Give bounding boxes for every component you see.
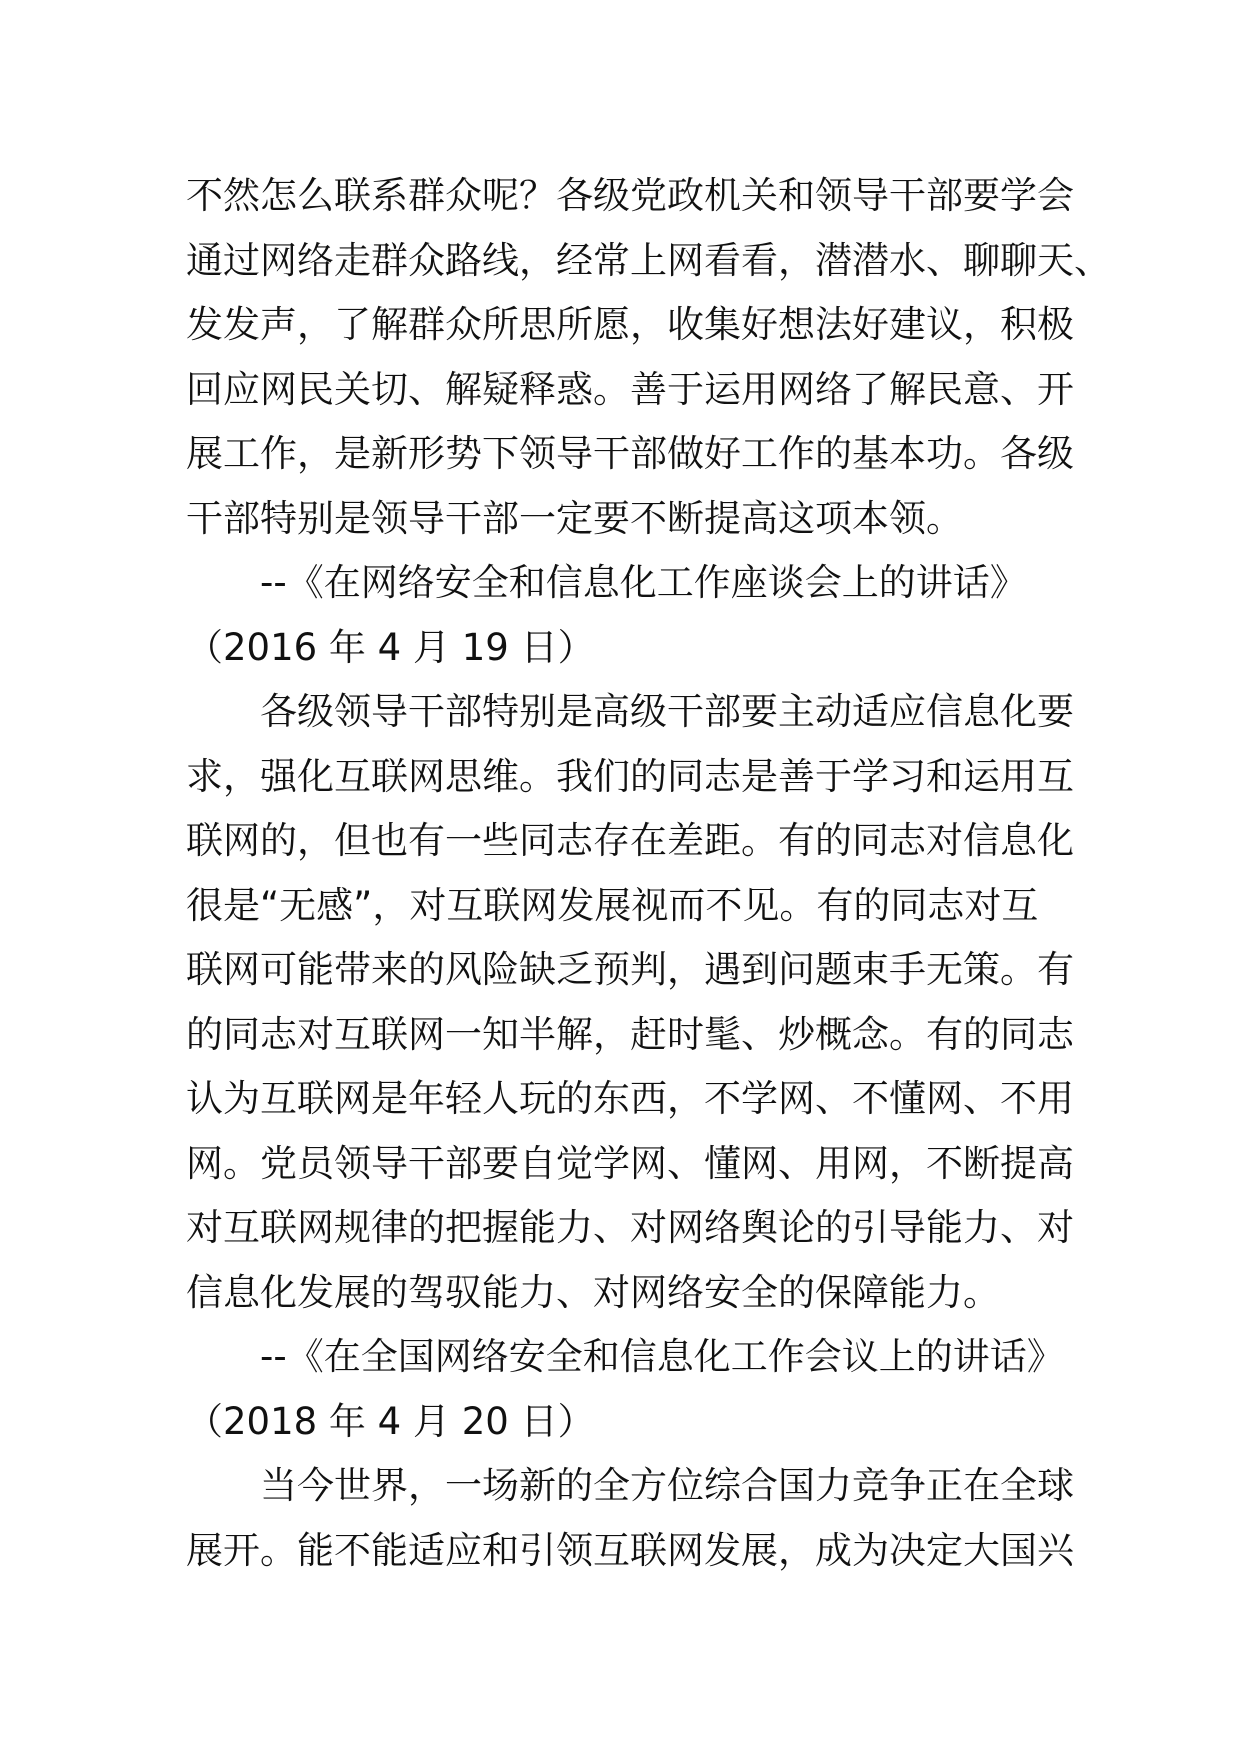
source-date: （2016 年 4 月 19 日） bbox=[186, 625, 595, 669]
text-line: 各级领导干部特别是高级干部要主动适应信息化要 bbox=[260, 690, 1074, 733]
source-date: （2018 年 4 月 20 日） bbox=[186, 1399, 595, 1443]
text-line: 展工作，是新形势下领导干部做好工作的基本功。各级 bbox=[186, 432, 1074, 475]
text-line: 通过网络走群众路线，经常上网看看，潜潜水、聊聊天、 bbox=[186, 238, 1111, 282]
body-text bbox=[186, 164, 1111, 1583]
text-line: 发发声，了解群众所思所愿，收集好想法好建议，积极 bbox=[186, 303, 1074, 346]
source-citation: --《在网络安全和信息化工作座谈会上的讲话》 bbox=[260, 561, 1027, 604]
text-line: 网。党员领导干部要自觉学网、懂网、用网，不断提高 bbox=[186, 1141, 1074, 1185]
text-line: 很是“无感”，对互联网发展视而不见。有的同志对互 bbox=[186, 883, 1039, 927]
text-line: 的同志对互联网一知半解，赶时髦、炒概念。有的同志 bbox=[186, 1012, 1074, 1056]
text-line: 认为互联网是年轻人玩的东西，不学网、不懂网、不用 bbox=[186, 1077, 1074, 1120]
text-line: 对互联网规律的把握能力、对网络舆论的引导能力、对 bbox=[186, 1206, 1074, 1249]
text-line: 联网的，但也有一些同志存在差距。有的同志对信息化 bbox=[186, 819, 1074, 862]
text-line: 信息化发展的驾驭能力、对网络安全的保障能力。 bbox=[186, 1270, 1000, 1314]
text-line: 展开。能不能适应和引领互联网发展，成为决定大国兴 bbox=[186, 1528, 1074, 1572]
text-line: 干部特别是领导干部一定要不断提高这项本领。 bbox=[186, 496, 963, 540]
text-line: 不然怎么联系群众呢？各级党政机关和领导干部要学会 bbox=[186, 174, 1074, 217]
text-line: 当今世界，一场新的全方位综合国力竞争正在全球 bbox=[260, 1464, 1074, 1507]
text-line: 求，强化互联网思维。我们的同志是善于学习和运用互 bbox=[186, 754, 1074, 798]
text-line: 回应网民关切、解疑释惑。善于运用网络了解民意、开 bbox=[186, 367, 1074, 411]
text-line: 联网可能带来的风险缺乏预判，遇到问题束手无策。有 bbox=[186, 948, 1074, 991]
source-citation: --《在全国网络安全和信息化工作会议上的讲话》 bbox=[260, 1335, 1064, 1378]
